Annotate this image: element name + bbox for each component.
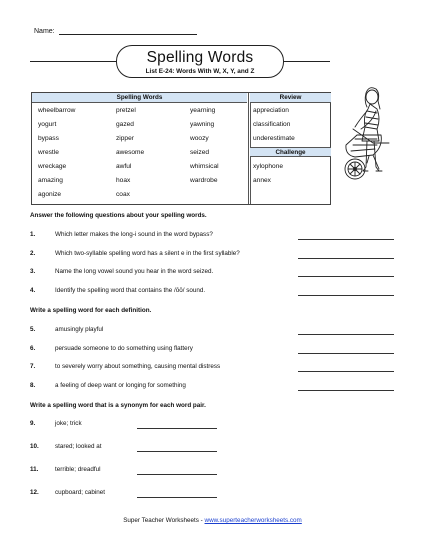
spelling-word: wheelbarrow [38, 107, 76, 114]
page-title: Spelling Words [146, 49, 254, 66]
review-word: underestimate [253, 135, 295, 142]
spelling-words-table [31, 92, 331, 205]
question-text: Name the long vowel sound you hear in the word seized. [55, 268, 214, 275]
footer-credit: Super Teacher Worksheets - [123, 517, 205, 524]
question-number: 8. [30, 381, 36, 389]
column-divider [248, 93, 249, 204]
answer-line[interactable] [137, 428, 217, 429]
question-number: 6. [30, 344, 36, 352]
spelling-word: seized [190, 149, 210, 156]
question-number: 9. [30, 420, 36, 427]
answer-line[interactable] [298, 390, 394, 391]
list-subtitle: List E-24: Words With W, X, Y, and Z [145, 68, 255, 75]
review-word: classification [253, 121, 291, 128]
question-number: 2. [30, 249, 36, 257]
question-text: Which letter makes the long-i sound in the word bypass? [55, 231, 213, 238]
question-number: 11. [30, 466, 39, 473]
question-number: 4. [30, 286, 36, 294]
spelling-word: yawning [190, 121, 215, 128]
spelling-word: coax [116, 191, 130, 198]
answer-line[interactable] [298, 371, 394, 372]
question-text: amusingly playful [55, 326, 104, 333]
spelling-word: agonize [38, 191, 62, 198]
spelling-word: gazed [116, 121, 134, 128]
spelling-word: wreckage [38, 163, 67, 170]
answer-line[interactable] [298, 258, 394, 259]
review-word: appreciation [253, 107, 289, 114]
spelling-word: yearning [190, 107, 216, 114]
question-text: Which two-syllable spelling word has a silent e in the first syllable? [55, 249, 240, 257]
footer [0, 517, 425, 524]
spelling-word: yogurt [38, 121, 57, 128]
question-text: stared; looked at [55, 443, 102, 450]
question-text: to severely worry about something, causing mental distress [55, 363, 221, 370]
question-number: 5. [30, 326, 36, 333]
spelling-word: awesome [116, 149, 145, 156]
question-number: 7. [30, 363, 36, 370]
answer-line[interactable] [298, 334, 394, 335]
answer-line[interactable] [137, 497, 217, 498]
question-text: persuade someone to do something using flattery [55, 344, 193, 352]
answer-line[interactable] [298, 295, 394, 296]
question-number: 3. [30, 268, 36, 275]
question-text: cupboard; cabinet [55, 489, 106, 496]
question-text: a feeling of deep want or longing for something [55, 381, 186, 389]
review-header: Review [250, 93, 331, 103]
title-banner [116, 45, 284, 78]
name-field[interactable] [59, 28, 197, 35]
answer-line[interactable] [137, 474, 217, 475]
section-heading-definitions: Write a spelling word for each definition. [30, 307, 152, 314]
question-text: Identify the spelling word that contains the /ōō/ sound. [55, 286, 206, 294]
spelling-word: bypass [38, 135, 59, 142]
footer-link[interactable]: www.superteacherworksheets.com [204, 517, 302, 524]
name-row [34, 28, 197, 35]
challenge-word: annex [253, 177, 271, 184]
answer-line[interactable] [298, 239, 394, 240]
answer-line[interactable] [298, 353, 394, 354]
challenge-word: xylophone [253, 163, 284, 170]
answer-line[interactable] [137, 451, 217, 452]
question-number: 10. [30, 443, 39, 450]
spelling-word: pretzel [116, 107, 136, 114]
name-label: Name: [34, 28, 55, 35]
question-text: joke; trick [55, 420, 82, 427]
spelling-word: whimsical [190, 163, 219, 170]
challenge-header: Challenge [250, 147, 331, 157]
section-heading-questions: Answer the following questions about your spelling words. [30, 212, 207, 219]
answer-line[interactable] [298, 276, 394, 277]
spelling-word: wardrobe [190, 177, 218, 184]
spelling-word: woozy [190, 135, 209, 142]
girl-wheelbarrow-illustration [343, 83, 418, 205]
question-number: 12. [30, 489, 39, 496]
spelling-word: zipper [116, 135, 134, 142]
section-heading-synonyms: Write a spelling word that is a synonym for each word pair. [30, 402, 206, 409]
spelling-word: hoax [116, 177, 131, 184]
spelling-word: amazing [38, 177, 63, 184]
question-text: terrible; dreadful [55, 466, 101, 473]
spelling-words-header: Spelling Words [32, 93, 247, 103]
question-number: 1. [30, 231, 36, 238]
spelling-word: wrestle [38, 149, 59, 156]
spelling-word: awful [116, 163, 132, 170]
